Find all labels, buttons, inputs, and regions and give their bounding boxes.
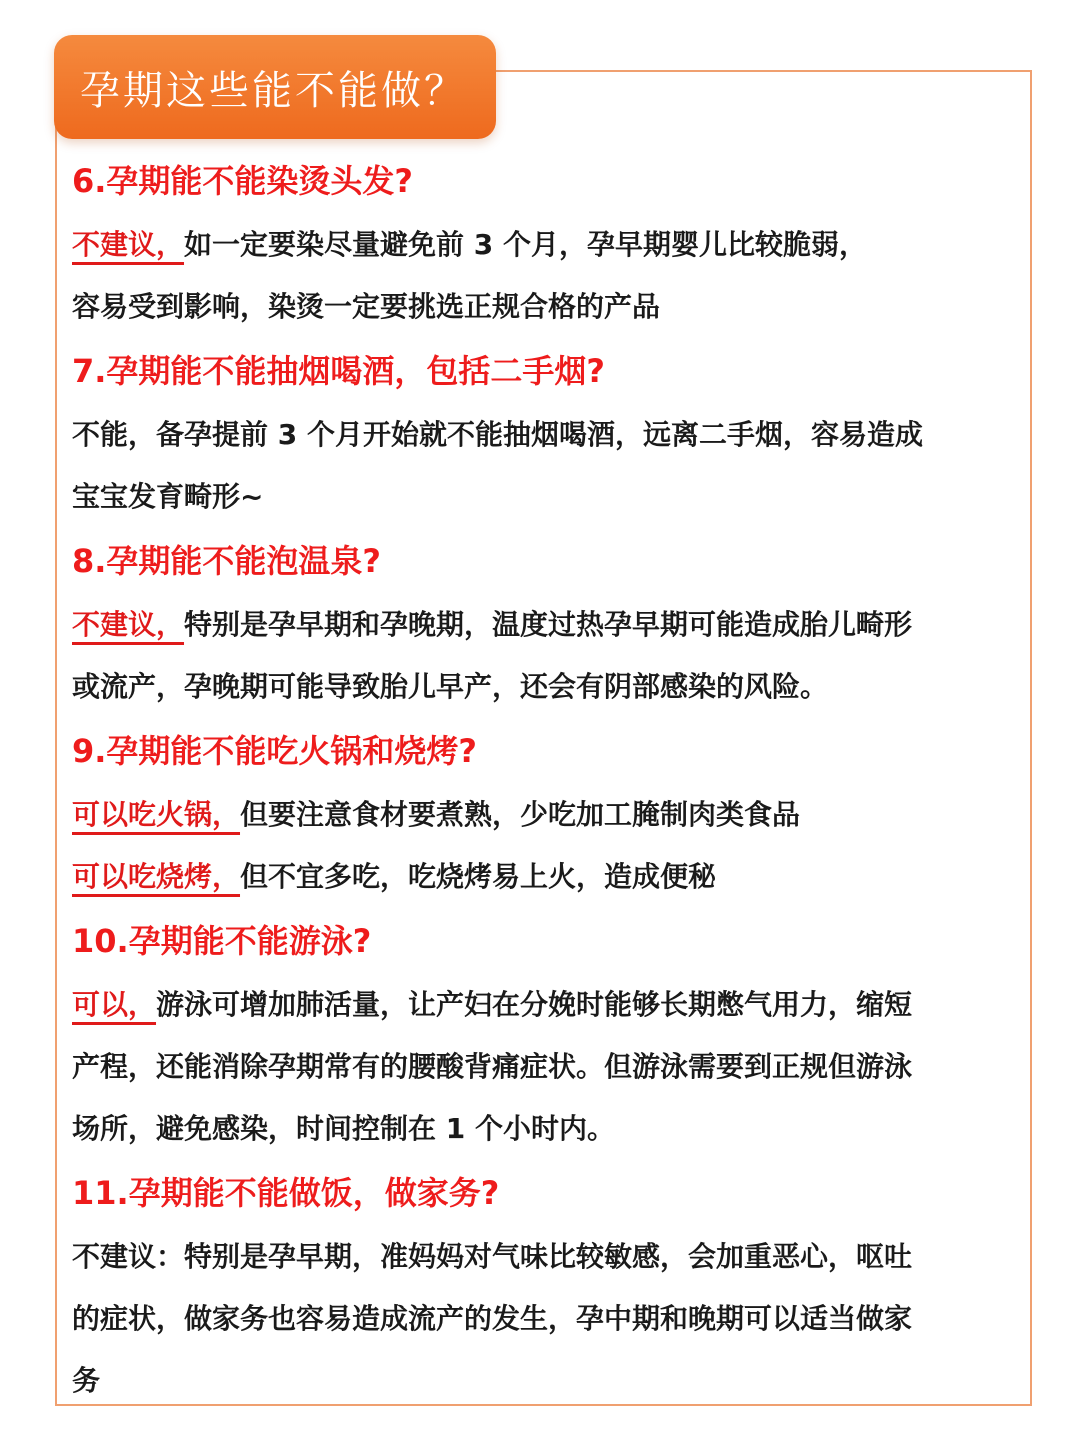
answer-lead: 不建议， bbox=[72, 608, 185, 641]
qa-section-8 bbox=[72, 528, 1022, 718]
answer-line bbox=[72, 846, 1022, 908]
answer-line bbox=[72, 784, 1022, 846]
answer-text: 但不宜多吃，吃烧烤易上火，造成便秘 bbox=[240, 860, 717, 893]
answer-line bbox=[72, 1036, 1022, 1098]
qa-list bbox=[72, 148, 1022, 1412]
answer-body bbox=[72, 214, 1022, 338]
answer-text: 场所，避免感染，时间控制在 1 个小时内。 bbox=[72, 1112, 615, 1145]
answer-lead: 可以， bbox=[72, 988, 157, 1021]
question-heading: 7.孕期能不能抽烟喝酒，包括二手烟? bbox=[72, 352, 605, 390]
answer-text: 宝宝发育畸形~ bbox=[72, 480, 264, 513]
answer-line bbox=[72, 214, 1022, 276]
answer-text: 但要注意食材要煮熟，少吃加工腌制肉类食品 bbox=[240, 798, 801, 831]
answer-text: 特别是孕早期和孕晚期，温度过热孕早期可能造成胎儿畸形 bbox=[184, 608, 913, 641]
answer-line bbox=[72, 1350, 1022, 1412]
qa-section-7 bbox=[72, 338, 1022, 528]
answer-text: 不能，备孕提前 3 个月开始就不能抽烟喝酒，远离二手烟，容易造成 bbox=[72, 418, 923, 451]
qa-section-6 bbox=[72, 148, 1022, 338]
answer-line bbox=[72, 656, 1022, 718]
qa-section-10 bbox=[72, 908, 1022, 1160]
answer-text: 产程，还能消除孕期常有的腰酸背痛症状。但游泳需要到正规但游泳 bbox=[72, 1050, 913, 1083]
answer-body bbox=[72, 784, 1022, 908]
answer-line bbox=[72, 1288, 1022, 1350]
answer-lead: 可以吃烧烤， bbox=[72, 860, 241, 893]
answer-text: 务 bbox=[72, 1364, 101, 1397]
answer-line bbox=[72, 1098, 1022, 1160]
answer-text: 如一定要染尽量避免前 3 个月，孕早期婴儿比较脆弱， bbox=[184, 228, 867, 261]
answer-text: 不建议：特别是孕早期，准妈妈对气味比较敏感，会加重恶心，呕吐 bbox=[72, 1240, 913, 1273]
answer-body bbox=[72, 404, 1022, 528]
answer-line bbox=[72, 974, 1022, 1036]
page-title: 孕期这些能不能做？ bbox=[80, 67, 467, 114]
answer-lead: 可以吃火锅， bbox=[72, 798, 241, 831]
answer-line bbox=[72, 466, 1022, 528]
answer-line bbox=[72, 404, 1022, 466]
answer-body bbox=[72, 974, 1022, 1160]
answer-text: 或流产，孕晚期可能导致胎儿早产，还会有阴部感染的风险。 bbox=[72, 670, 829, 703]
answer-lead: 不建议， bbox=[72, 228, 185, 261]
question-heading: 10.孕期能不能游泳? bbox=[72, 922, 372, 960]
question-heading: 9.孕期能不能吃火锅和烧烤? bbox=[72, 732, 477, 770]
question-heading: 8.孕期能不能泡温泉? bbox=[72, 542, 381, 580]
answer-line bbox=[72, 594, 1022, 656]
qa-section-11 bbox=[72, 1160, 1022, 1412]
title-banner bbox=[54, 35, 496, 139]
answer-body bbox=[72, 1226, 1022, 1412]
answer-line bbox=[72, 276, 1022, 338]
question-heading: 6.孕期能不能染烫头发? bbox=[72, 162, 413, 200]
answer-text: 游泳可增加肺活量，让产妇在分娩时能够长期憋气用力，缩短 bbox=[156, 988, 913, 1021]
answer-body bbox=[72, 594, 1022, 718]
answer-line bbox=[72, 1226, 1022, 1288]
question-heading: 11.孕期能不能做饭，做家务? bbox=[72, 1174, 500, 1212]
answer-text: 的症状，做家务也容易造成流产的发生，孕中期和晚期可以适当做家 bbox=[72, 1302, 913, 1335]
qa-section-9 bbox=[72, 718, 1022, 908]
answer-text: 容易受到影响，染烫一定要挑选正规合格的产品 bbox=[72, 290, 661, 323]
